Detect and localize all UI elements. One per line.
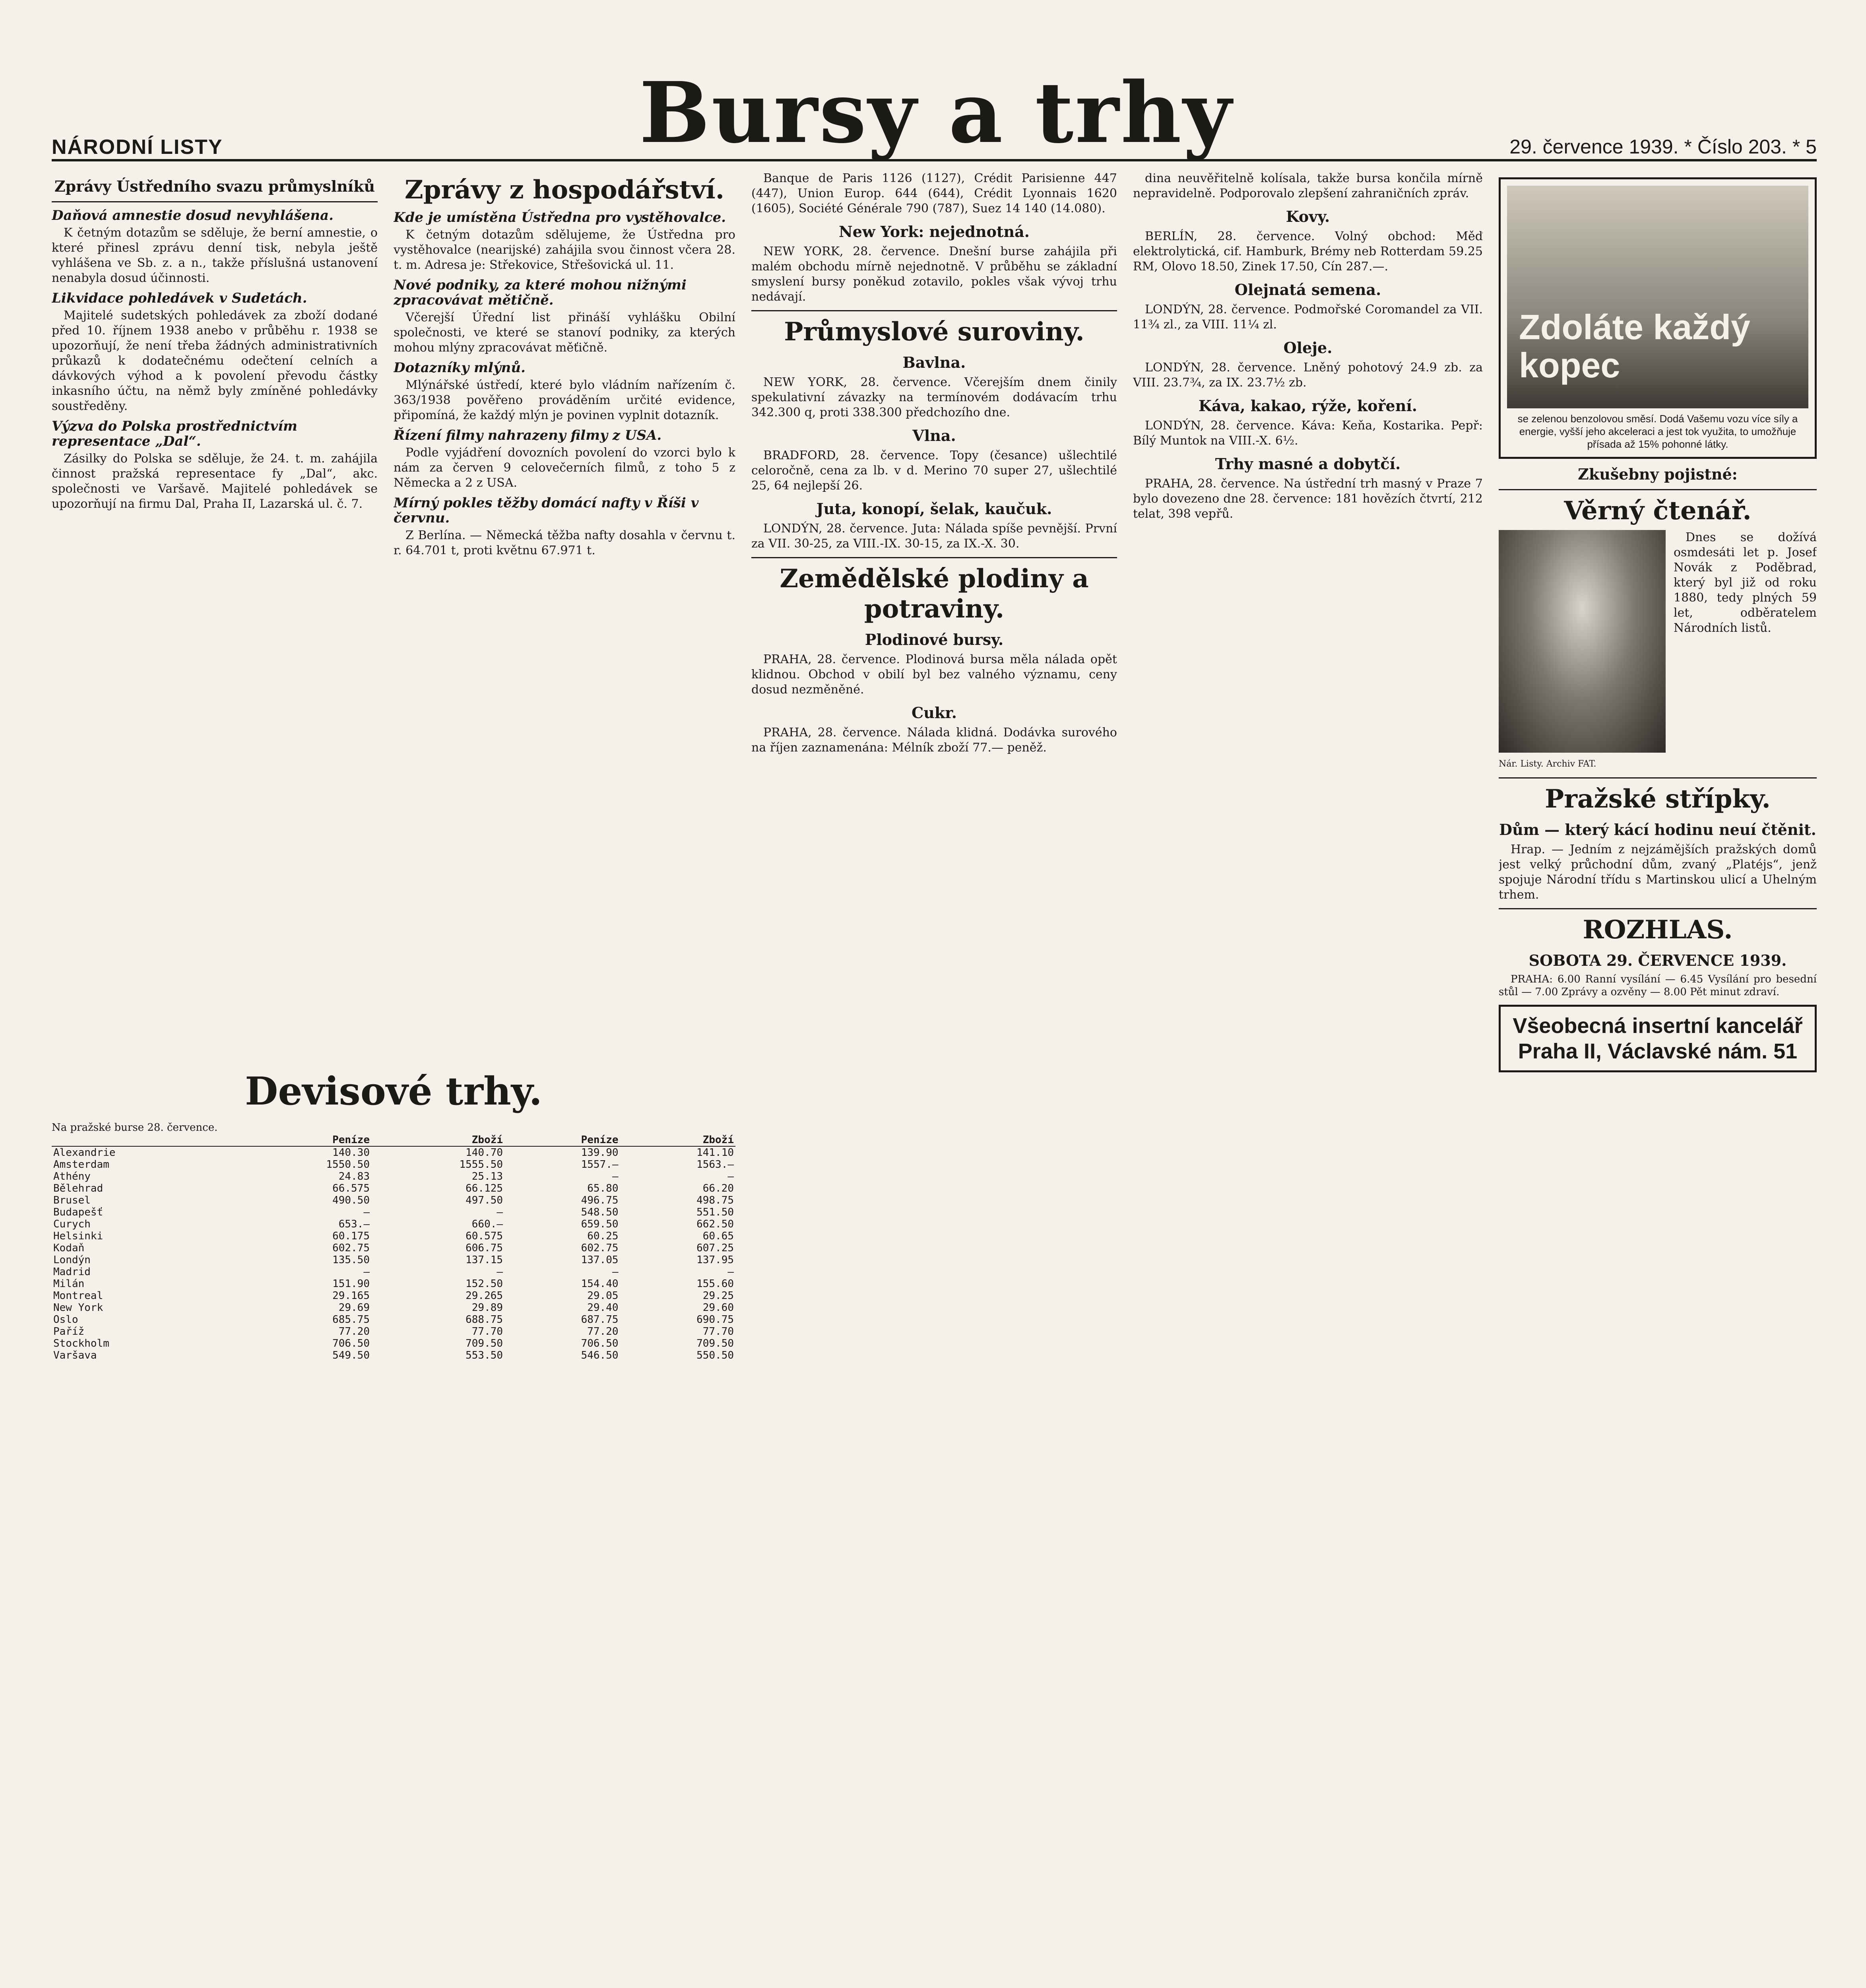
table-cell: 688.75 [466, 1314, 503, 1326]
subheading: Oleje. [1283, 339, 1333, 357]
table-cell: 29.165 [332, 1290, 370, 1302]
table-cell: 77.20 [587, 1326, 619, 1338]
strip-subheading: Dům — který kácí hodinu neuí čtěnit. [1499, 821, 1816, 839]
masthead [52, 64, 1817, 162]
divider [751, 310, 1117, 311]
table-cell: Brusel [53, 1194, 91, 1206]
article-text: K četným dotazům se sděluje, že berní amnestie, o které přinesl zprávu denní tisk, nebyla ještě vyhlášena ve Sb. z. a n., takže příslušná ustanovení nenabyla dosud účinnosti. [52, 226, 378, 285]
subheading: Vlna. [912, 427, 956, 445]
table-row [52, 1146, 735, 1159]
table-cell: Oslo [53, 1314, 78, 1326]
article-text: Zásilky do Polska se sděluje, že 24. t. m. zahájila činnost pražská representace fy „Dal“, akc. společnosti ve Varšavě. Majitelé pohledávek se upozorňují na firmu Dal, Praha II, Lazarská ul. č. 7. [52, 452, 378, 511]
table-row [52, 1302, 735, 1314]
table-cell: Milán [53, 1278, 85, 1290]
table-row [52, 1194, 735, 1206]
table-cell: 77.20 [338, 1326, 370, 1338]
table-row [52, 1314, 735, 1326]
table-cell: Paříž [53, 1326, 85, 1338]
article-text: LONDÝN, 28. července. Podmořské Coromandel za VII. 11¾ zl., za VIII. 11¼ zl. [1133, 303, 1483, 332]
subheading: Olejnatá semena. [1234, 281, 1381, 299]
paper-name: NÁRODNÍ LISTY [52, 136, 223, 159]
devisove-caption: Na pražské burse 28. července. [52, 1122, 218, 1134]
table-cell: — [497, 1206, 503, 1218]
table-cell: 690.75 [696, 1314, 734, 1326]
table-cell: — [612, 1171, 619, 1182]
table-cell: 29.89 [471, 1302, 503, 1314]
table-cell: New York [53, 1302, 103, 1314]
table-cell: 607.25 [696, 1242, 734, 1254]
table-cell: 497.50 [466, 1194, 503, 1206]
table-row [52, 1218, 735, 1230]
table-cell: 662.50 [696, 1218, 734, 1230]
table-cell: 135.50 [332, 1254, 370, 1266]
table-cell: 77.70 [702, 1326, 734, 1338]
table-cell: 152.50 [466, 1278, 503, 1290]
table-cell: 29.265 [466, 1290, 503, 1302]
table-cell: 602.75 [581, 1242, 619, 1254]
table-cell: 24.83 [338, 1171, 370, 1182]
table-row [52, 1338, 735, 1349]
table-row [52, 1206, 735, 1218]
table-cell: — [727, 1171, 734, 1182]
table-cell: 77.70 [471, 1326, 503, 1338]
table-header: Peníze [238, 1134, 371, 1146]
radio-heading: ROZHLAS. [1583, 915, 1733, 945]
table-header: Peníze [504, 1134, 620, 1146]
divider [52, 201, 378, 202]
heading-zemedelske: Zemědělské plodiny a potraviny. [780, 564, 1089, 624]
table-cell: 139.90 [581, 1147, 619, 1159]
column-4 [1133, 171, 1483, 1988]
table-cell: 553.50 [466, 1349, 503, 1361]
dateline: 29. července 1939. * Číslo 203. * 5 [1509, 136, 1817, 158]
table-cell: — [363, 1266, 370, 1278]
table-cell: 687.75 [581, 1314, 619, 1326]
portrait-photo [1499, 530, 1666, 753]
article-text: BRADFORD, 28. července. Topy (česance) ušlechtilé celoročně, cena za lb. v d. Merino 70 super 27, ušlechtilé 25, 64 nejlepší 26. [751, 448, 1117, 493]
table-cell: 709.50 [696, 1338, 734, 1349]
article-text: LONDÝN, 28. července. Juta: Nálada spíše pevnější. První za VII. 30-25, za VIII.-IX. 30-15, za IX.-X. 30. [751, 522, 1117, 551]
subheading: Kde je umístěna Ústředna pro vystěhovalce. [394, 210, 726, 225]
strip-heading: Pražské střípky. [1545, 784, 1771, 814]
subheading: Dotazníky mlýnů. [394, 360, 526, 376]
table-cell: 1563.— [696, 1159, 734, 1171]
table-cell: 137.05 [581, 1254, 619, 1266]
table-row [52, 1242, 735, 1254]
subheading: Juta, konopí, šelak, kaučuk. [816, 500, 1052, 518]
devisove-table [52, 1134, 735, 1361]
table-cell: 1557.— [581, 1159, 619, 1171]
heading-suroviny: Průmyslové suroviny. [784, 317, 1084, 347]
article-text: BERLÍN, 28. července. Volný obchod: Měď elektrolytická, cif. Hamburk, Brémy neb Rotterdam 59.25 RM, Olovo 18.50, Zinek 17.50, Cín 287.—. [1133, 229, 1483, 274]
table-cell: 137.95 [696, 1254, 734, 1266]
radio-subheading: SOBOTA 29. ČERVENCE 1939. [1528, 951, 1787, 969]
table-cell: Kodaň [53, 1242, 85, 1254]
table-cell: 496.75 [581, 1194, 619, 1206]
article-text: LONDÝN, 28. července. Káva: Keňa, Kostarika. Pepř: Bílý Muntok na VIII.-X. 6½. [1133, 419, 1483, 448]
table-cell: 546.50 [581, 1349, 619, 1361]
table-cell: 140.70 [466, 1147, 503, 1159]
table-cell: Curych [53, 1218, 91, 1230]
table-cell: 29.69 [338, 1302, 370, 1314]
table-cell: 155.60 [696, 1278, 734, 1290]
table-cell: 66.20 [702, 1182, 734, 1194]
reader-heading: Věrný čtenář. [1564, 496, 1752, 526]
heading-hospodarstvi: Zprávy z hospodářství. [405, 175, 724, 205]
table-header [52, 1134, 238, 1146]
table-cell: 29.40 [587, 1302, 619, 1314]
heading-svaz: Zprávy Ústředního svazu průmyslníků [54, 177, 375, 195]
table-header: Zboží [620, 1134, 736, 1146]
table-row [52, 1349, 735, 1361]
table-cell: 660.— [471, 1218, 503, 1230]
table-cell: Amsterdam [53, 1159, 109, 1171]
subheading: Mírný pokles těžby domácí nafty v Říši v červnu. [394, 495, 699, 526]
table-cell: 60.575 [466, 1230, 503, 1242]
table-cell: 25.13 [471, 1171, 503, 1182]
table-row [52, 1254, 735, 1266]
subheading: Trhy masné a dobytčí. [1215, 455, 1401, 473]
table-cell: 685.75 [332, 1314, 370, 1326]
devisove-heading: Devisové trhy. [245, 1069, 542, 1114]
divider [1499, 908, 1817, 909]
table-cell: 706.50 [332, 1338, 370, 1349]
article-text: NEW YORK, 28. července. Dnešní burse zahájila při malém obchodu mírně nejednotně. V průběhu se základní smyslení bursy poněkud zotavilo, pokles však vývoj trhu nedávají. [751, 245, 1117, 304]
table-cell: 60.65 [702, 1230, 734, 1242]
table-cell: 1550.50 [326, 1159, 370, 1171]
table-cell: Alexandrie [53, 1147, 116, 1159]
table-cell: 66.125 [466, 1182, 503, 1194]
table-cell: 141.10 [696, 1147, 734, 1159]
subheading: Nové podniky, za které mohou nižnými zpracovávat mětičně. [394, 277, 687, 308]
table-cell: Stockholm [53, 1338, 109, 1349]
table-row [52, 1230, 735, 1242]
article-text: PRAHA, 28. července. Na ústřední trh masný v Praze 7 bylo dovezeno dne 28. července: 181 hovězích čtvrtí, 212 telat, 398 vepřů. [1133, 477, 1483, 521]
table-cell: — [612, 1266, 619, 1278]
divider [1499, 489, 1817, 490]
table-cell: 550.50 [696, 1349, 734, 1361]
article-text: Včerejší Úřední list přináší vyhlášku Obilní společnosti, ve které se stanoví podniky, za kterých mohou mlýny zpracovávat měťičně. [394, 311, 735, 355]
table-cell: 709.50 [466, 1338, 503, 1349]
column-5 [1499, 171, 1817, 1988]
subheading: Likvidace pohledávek v Sudetách. [52, 290, 307, 306]
table-cell: 548.50 [581, 1206, 619, 1218]
article-text: Hrap. — Jedním z nejzámějších pražských domů jest velký průchodní dům, zvaný „Platéjs“, jenž spojuje Národní třídu s Martinskou ulicí a Uhelným trhem. [1499, 843, 1817, 902]
subheading: Káva, kakao, rýže, koření. [1199, 397, 1417, 415]
table-cell: — [363, 1206, 370, 1218]
subheading: Bavlna. [902, 353, 966, 371]
table-cell: Varšava [53, 1349, 97, 1361]
radio-text: PRAHA: 6.00 Ranní vysílání — 6.45 Vysílání pro besední stůl — 7.00 Zprávy a ozvěny — 8.00 Pět minut zdraví. [1499, 973, 1817, 998]
table-row [52, 1290, 735, 1302]
table-header: Zboží [371, 1134, 504, 1146]
table-cell: Budapešť [53, 1206, 103, 1218]
ad-illustration [1507, 186, 1808, 408]
table-cell: 137.15 [466, 1254, 503, 1266]
article-text: Z Berlína. — Německá těžba nafty dosahla v červnu t. r. 64.701 t, proti květnu 67.971 t. [394, 528, 735, 557]
article-text: Dnes se dožívá osmdesáti let p. Josef Novák z Poděbrad, který byl již od roku 1880, tedy plných 59 let, odběratelem Národních listů. [1674, 530, 1817, 635]
table-row [52, 1278, 735, 1290]
subheading: Plodinové bursy. [865, 631, 1004, 648]
table-cell: 653.— [338, 1218, 370, 1230]
subheading: Kovy. [1286, 208, 1330, 225]
table-cell: — [727, 1266, 734, 1278]
table-cell: 551.50 [696, 1206, 734, 1218]
column-3 [751, 171, 1117, 1988]
column-2 [394, 171, 735, 1038]
section-title: Bursy a trhy [639, 64, 1233, 162]
ad-slogan: Zdoláte každý kopec [1519, 307, 1750, 385]
table-cell: Athény [53, 1171, 91, 1182]
table-cell: Montreal [53, 1290, 103, 1302]
table-cell: 66.575 [332, 1182, 370, 1194]
article-text: Banque de Paris 1126 (1127), Crédit Parisienne 447 (447), Union Europ. 644 (644), Crédit Lyonnais 1620 (1605), Société Générale 790 (787), Suez 14 140 (14.080). [751, 171, 1117, 215]
table-cell: 606.75 [466, 1242, 503, 1254]
table-cell: — [497, 1266, 503, 1278]
table-cell: 706.50 [581, 1338, 619, 1349]
table-cell: Helsinki [53, 1230, 103, 1242]
article-text: dina neuvěřitelně kolísala, takže bursa končila mírně nepravidelně. Podporovalo zlepšení zahraničních zpráv. [1133, 171, 1483, 200]
table-row [52, 1266, 735, 1278]
table-cell: 151.90 [332, 1278, 370, 1290]
table-cell: Londýn [53, 1254, 91, 1266]
table-cell: 65.80 [587, 1182, 619, 1194]
divider [751, 557, 1117, 558]
table-row [52, 1182, 735, 1194]
table-cell: 498.75 [696, 1194, 734, 1206]
table-cell: 1555.50 [459, 1159, 503, 1171]
photo-caption: Nár. Listy. Archiv FAT. [1499, 759, 1596, 769]
table-cell: 60.175 [332, 1230, 370, 1242]
divider [1499, 777, 1817, 779]
subheading: Řízení filmy nahrazeny filmy z USA. [394, 427, 662, 443]
newspaper-page [52, 64, 1817, 1988]
table-cell: 29.60 [702, 1302, 734, 1314]
table-row [52, 1326, 735, 1338]
subheading: Cukr. [912, 704, 957, 722]
ad-heading: Zkušebny pojistné: [1578, 465, 1738, 483]
devisove-section [52, 1058, 735, 1555]
table-cell: Bělehrad [53, 1182, 103, 1194]
table-cell: 602.75 [332, 1242, 370, 1254]
table-cell: 60.25 [587, 1230, 619, 1242]
subheading: Daňová amnestie dosud nevyhlášena. [52, 208, 334, 223]
article-text: LONDÝN, 28. července. Lněný pohotový 24.9 zb. za VIII. 23.7¾, za IX. 23.7½ zb. [1133, 361, 1483, 390]
benzol-ad [1499, 177, 1817, 459]
table-cell: 154.40 [581, 1278, 619, 1290]
article-text: PRAHA, 28. července. Nálada klidná. Dodávka surového na říjen zaznamenána: Mélník zboží 77.— peněž. [751, 726, 1117, 755]
subheading: Výzva do Polska prostřednictvím representace „Dal“. [52, 418, 298, 449]
article-text: Majitelé sudetských pohledávek za zboží dodané před 10. říjnem 1938 anebo v průběhu r. 1938 se upozorňují, že není třeba žádných administrativních průkazů k dodatečnému odečtení celních a dávkových výhod a k povolení převodu částky inkasního účtu, na němž byly zmíněné pohledávky soustředěny. [52, 309, 378, 413]
table-cell: 490.50 [332, 1194, 370, 1206]
table-cell: Madrid [53, 1266, 91, 1278]
subheading: New York: nejednotná. [839, 223, 1030, 241]
table-cell: 140.30 [332, 1147, 370, 1159]
ad-body: se zelenou benzolovou směsí. Dodá Vašemu vozu více síly a energie, vyšší jeho akceleraci a jest tok využita, to umožňuje přísada až 15% pohonné látky. [1517, 413, 1798, 450]
table-cell: 659.50 [581, 1218, 619, 1230]
table-row [52, 1171, 735, 1182]
table-cell: 549.50 [332, 1349, 370, 1361]
article-text: NEW YORK, 28. července. Včerejším dnem činily spekulativní závazky na termínovém dodávacím trhu 342.300 q, proti 338.300 předchozího dne. [751, 375, 1117, 419]
table-row [52, 1159, 735, 1171]
table-cell: 29.25 [702, 1290, 734, 1302]
insertni-ad: Všeobecná insertní kancelář Praha II, Václavské nám. 51 [1499, 1005, 1817, 1072]
article-text: K četným dotazům sdělujeme, že Ústředna pro vystěhovalce (nearijské) zahájila svou činnost včera 28. t. m. Adresa je: Střekovice, Střešovická ul. 11. [394, 228, 735, 272]
article-text: Podle vyjádření dovozních povolení do vzorci bylo k nám za červen 9 celovečerních filmů, z toho 5 z Německa a 2 z USA. [394, 446, 735, 490]
table-cell: 29.05 [587, 1290, 619, 1302]
article-text: Mlýnářské ústředí, které bylo vládním nařízením č. 363/1938 pověřeno prováděním určité evidence, připomíná, že každý mlýn je povinen vyplnit dotazník. [394, 378, 735, 422]
article-text: PRAHA, 28. července. Plodinová bursa měla nálada opět klidnou. Obchod v obilí byl bez valného významu, ceny dosud nezměněné. [751, 652, 1117, 697]
